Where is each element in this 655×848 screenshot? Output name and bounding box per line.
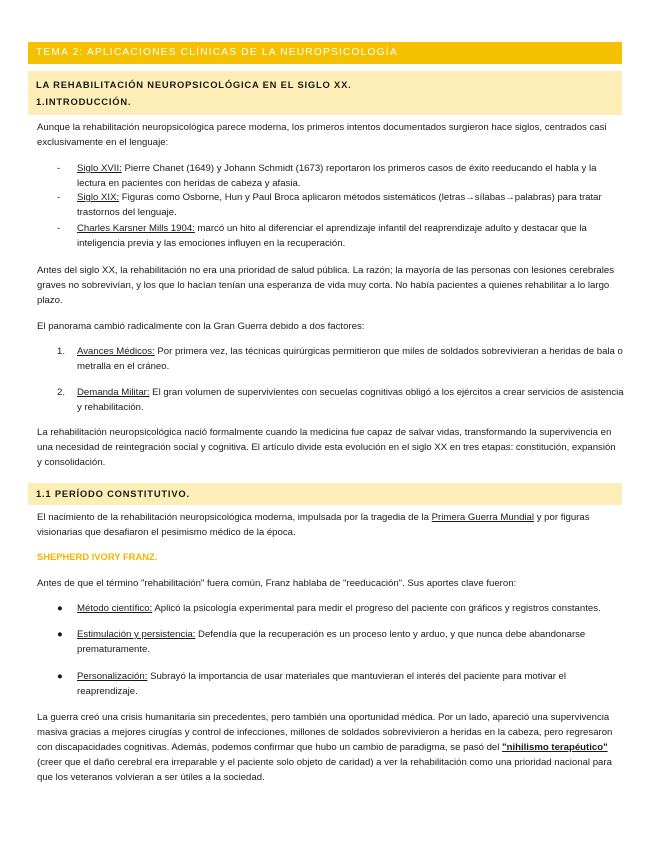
dash-marker: - xyxy=(57,192,61,203)
list-item-text xyxy=(77,669,627,699)
section-paragraph-1 xyxy=(37,510,621,540)
intro-paragraph-1: Aunque la rehabilitación neuropsicológica parece moderna, los primeros intentos documentados surgieron hace siglos, centrados casi exclusivamente en el lenguaje: xyxy=(37,122,607,148)
list-item-body: Subrayó la importancia de usar materiales que mantuvieran el interés del paciente para motivar el reaprendizaje. xyxy=(77,671,567,697)
bullet-dot-icon: ● xyxy=(57,629,63,640)
intro-paragraph-3: El panorama cambió radicalmente con la Gran Guerra debido a dos factores: xyxy=(37,321,365,332)
number-marker: 2. xyxy=(57,387,66,398)
list-item-text xyxy=(77,221,627,251)
arrow-right-icon: → xyxy=(465,192,475,203)
list-item-term: Avances Médicos: xyxy=(77,346,155,357)
section-heading-title: LA REHABILITACIÓN NEUROPSICOLÓGICA EN EL SIGLO XX. xyxy=(36,79,352,90)
bullet-dot-icon: ● xyxy=(57,671,63,682)
list-item-text xyxy=(77,190,627,220)
list-item-body: El gran volumen de supervivientes con secuelas cognitivas obligó a los ejércitos a crear servicios de asistencia y rehabilitación. xyxy=(77,387,624,413)
section-heading-subtitle: 1.INTRODUCCIÓN. xyxy=(36,96,132,107)
number-marker: 1. xyxy=(57,346,66,357)
list-item-text xyxy=(77,161,627,191)
section-paragraph-text: (creer que el daño cerebral era irreparable y el paciente solo objeto de caridad) a ver la rehabilitación como una prioridad nacional para que los veteranos volvieran a ser útiles a la sociedad. xyxy=(37,757,612,783)
list-item-term: Charles Karsner Mills 1904: xyxy=(77,223,195,234)
list-item-text xyxy=(77,385,627,415)
list-item-body: Por primera vez, las técnicas quirúrgicas permitieron que miles de soldados sobrevivieran a heridas de bala o metralla en el cráneo. xyxy=(77,346,623,372)
section-paragraph-text: La guerra creó una crisis humanitaria sin precedentes, pero también una oportunidad médica. Por un lado, apareció una supervivencia masiva gracias a mejores cirugías y control de infecciones, millones de soldados sobrevivieron a heridas en la cabeza, pero regresaron con discapacidades cognitivas. Además, podemos confirmar que hubo un cambio de paradigma, se pasó del xyxy=(37,712,613,753)
list-item-body: Aplicó la psicología experimental para medir el progreso del paciente con gráficos y registros constantes. xyxy=(152,603,601,614)
list-item-body: marcó un hito al diferenciar el aprendizaje infantil del reaprendizaje adulto y destacar que la inteligencia previa y las emociones influyen en la recuperación. xyxy=(77,223,587,249)
list-item-body: Pierre Chanet (1649) y Johann Schmidt (1673) reportaron los primeros casos de éxito reeducando el habla y la lectura en pacientes con heridas de cabeza y afasia. xyxy=(77,163,597,189)
underlined-term: Primera Guerra Mundial xyxy=(431,512,535,523)
list-item-term: Siglo XVII: xyxy=(77,163,122,174)
underlined-term: "nihilismo terapéutico" xyxy=(502,742,608,753)
list-item-text xyxy=(77,627,627,657)
list-item-body: Figuras como Osborne, Hun y Paul Broca aplicaron métodos sistemáticos (letras xyxy=(119,192,466,203)
list-item-text xyxy=(77,344,627,374)
list-item-term: Estimulación y persistencia: xyxy=(77,629,196,640)
list-item-term: Personalización: xyxy=(77,671,148,682)
dash-marker: - xyxy=(57,223,61,234)
list-item-body: Defendía que la recuperación es un proceso lento y arduo, y que nunca debe abandonarse prematuramente. xyxy=(77,629,586,655)
section-paragraph-text: El nacimiento de la rehabilitación neuropsicológica moderna, impulsada por la tragedia de la xyxy=(37,512,432,523)
intro-paragraph-2: Antes del siglo XX, la rehabilitación no era una prioridad de salud pública. La razón; la mayoría de las personas con lesiones cerebrales graves no sobrevivían, y los que lo hacían tenían una esperanza de vida muy corta. No había pacientes a quienes rehabilitar a lo largo plazo. xyxy=(37,265,615,306)
list-item-term: Demanda Militar: xyxy=(77,387,150,398)
list-item-body: sílabas xyxy=(474,192,506,203)
section-paragraph-text: y por figuras visionarias que desafiaron el pesimismo médico de la época. xyxy=(37,512,590,538)
dash-marker: - xyxy=(57,163,61,174)
list-item-term: Método científico: xyxy=(77,603,153,614)
list-item-text xyxy=(77,601,627,616)
subsection-heading: 1.1 PERÍODO CONSTITUTIVO. xyxy=(36,488,190,499)
list-item-body: palabras) para tratar trastornos del lenguaje. xyxy=(77,192,602,218)
arrow-right-icon: → xyxy=(505,192,515,203)
bullet-dot-icon: ● xyxy=(57,603,63,614)
section-paragraph-2: Antes de que el término "rehabilitación" fuera común, Franz hablaba de "reeducación". Sus aportes clave fueron: xyxy=(37,578,517,589)
intro-paragraph-4: La rehabilitación neuropsicológica nació formalmente cuando la medicina fue capaz de salvar vidas, transformando la supervivencia en una necesidad de reintegración social y cognitiva. El artículo divide esta evolución en el siglo XX en tres etapas: constitución, expansión y consolidación. xyxy=(37,427,616,468)
chapter-title: TEMA 2: APLICACIONES CLÍNICAS DE LA NEUROPSICOLOGÍA xyxy=(36,47,398,58)
chapter-title-bar xyxy=(28,42,622,64)
section-paragraph-3 xyxy=(37,710,621,785)
list-item-term: Siglo XIX: xyxy=(77,192,120,203)
subsection-heading-bar xyxy=(28,483,622,505)
section-heading-bar xyxy=(28,71,622,115)
person-subheading: SHEPHERD IVORY FRANZ. xyxy=(37,551,158,562)
